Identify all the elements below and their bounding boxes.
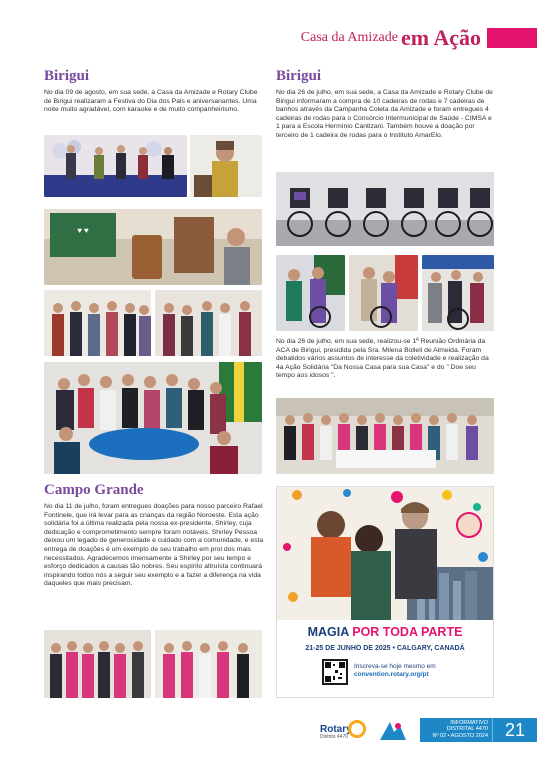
birigui-meeting-text [276,338,494,381]
page-number: 21 [492,718,537,742]
campo-grande-section [44,482,264,589]
photo-birigui-group-b [155,290,262,356]
mark-logo [376,718,410,744]
section-body: No dia 09 de agosto, em sua sede, a Casa da Amizade e Rotary Clube de Birigui realizaram a Festiva do Dia dos Pais e aniversariantes. Uma noite muito agradável, com karaoke e de muito companheirismo. [44,89,258,114]
section-title: Birigui [276,68,322,84]
photo-wheelchairs [276,172,494,246]
photo-birigui-group-a [44,290,151,356]
rotary-wordmark: Rotary [320,724,352,735]
birigui-left-section [44,68,264,115]
rotary-district: Distrito 4470 [320,734,349,740]
bulletin-label [420,718,492,742]
photo-campo-grande-a [44,630,151,698]
photo-karaoke-singer [190,135,262,197]
convention-ad[interactable] [276,486,494,698]
qr-code-icon [322,659,348,685]
header-kicker: Casa da Amizade [300,30,398,45]
photo-birigui-big-group [44,362,262,474]
photo-donation-b [349,255,418,331]
photo-cake-table [44,209,262,285]
photo-meeting-group [276,398,494,474]
svg-text:♥ ♥: ♥ ♥ [77,226,89,235]
rotary-wheel-icon [348,720,366,738]
section-body: No dia 11 de julho, foram entregues doações para nosso parceiro Rafael Fontinele, que irá levar para as crianças da região Noroeste. Esta ação solidária foi a última realizada pela nossa ex-presidente, Shirley, cuja dedicação e comprometimento sempre foram notáveis. Shirley Pessoa deixou um legado de generosidade e cuidado com a comunidade, e esta entrega de doações é um exemplo de seu trabalho em prol dos mais necessitados. Agradecemos imensamente a Shirley por seu tempo e esforço dedicados a causas tão nobres. Seu espírito altruísta continuará inspirando todos nós a seguir seu exemplo e a fazer a diferença na vida daqueles que mais precisam. [44,503,264,588]
ad-cta-text: Inscreva-se hoje mesmo em [354,663,436,670]
header-accent-bar [487,28,537,48]
ad-image [277,487,493,620]
rotary-logo [320,724,352,740]
bulletin-line-1: INFORMATIVO [450,720,488,726]
section-body: No dia 26 de julho, em sua sede, a Casa da Amizade e Rotary Clube de Birigui informaram a compra de 10 cadeiras de rodas e 7 cadeiras de banhos através da Campanha Coleta da Amizade e foram entregues 4 cadeiras de rodas para o Consórcio Intermunicipal de Saúde - CIMSA e 1 para a Escola Hermínio Cantizani. Também houve a doação por terceiro de 1 cadeira de rodas para o Instituto AmarElo. [276,89,493,139]
page-header [300,25,537,50]
ad-title-highlight: POR TODA PARTE [352,625,463,639]
section-body-2: No dia 26 de julho, em sua sede, realizou-se 1ª Reunião Ordinária da ACA de Birigui, presidida pela Sra. Milena Bolleli de Almeida. Foram debatidos vários assuntos de interesse da coletividade e realização da 4a Ação Solidária "Da Nossa Casa para sua Casa" e do " Doe seu tempo aos idosos ". [276,338,489,380]
section-title: Birigui [44,68,90,84]
header-title: em Ação [400,25,481,50]
ad-title [277,625,493,639]
ad-dates: 21-25 DE JUNHO DE 2025 • CALGARY, CANADÁ [305,645,465,652]
photo-donation-a [276,255,345,331]
photo-donation-c [422,255,494,331]
ad-title-part: MAGIA [307,625,353,639]
ad-cta-link[interactable]: convention.rotary.org/pt [354,671,429,678]
section-title: Campo Grande [44,482,144,498]
bulletin-line-2: DISTRITAL 4470 [446,726,488,733]
birigui-right-section [276,68,494,141]
ad-cta [354,663,436,679]
photo-party-group [44,135,187,197]
bulletin-line-3: Nº 02 • AGOSTO 2024 [432,732,488,739]
photo-campo-grande-b [155,630,262,698]
